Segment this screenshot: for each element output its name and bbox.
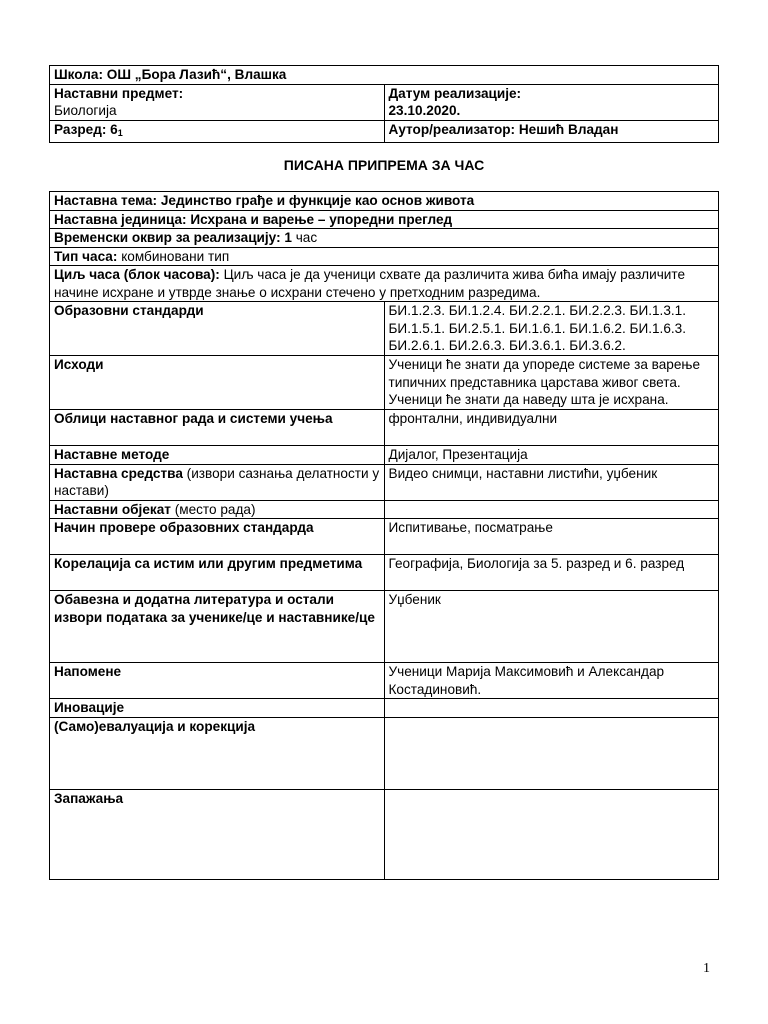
object-label-bold: Наставни објекат (54, 501, 171, 517)
observations-label: Запажања (50, 789, 385, 879)
evaluation-label: (Само)евалуација и корекција (50, 717, 385, 789)
means-label-bold: Наставна средства (54, 465, 183, 481)
grade-value: 6 (110, 121, 118, 137)
means-label-note: (извори сазнања делатности у настави) (54, 465, 380, 498)
grade-label: Разред: (54, 121, 107, 137)
innovations-value (384, 699, 719, 718)
object-label-note: (место рада) (174, 501, 256, 517)
page-number: 1 (703, 961, 710, 976)
correlation-value: Географија, Биологија за 5. разред и 6. разред (384, 555, 719, 591)
correlation-label: Корелација са истим или другим предметима (50, 555, 385, 591)
means-label (50, 464, 385, 500)
methods-label: Наставне методе (50, 446, 385, 465)
lesson-type-label: Тип часа: (54, 248, 118, 264)
time-frame-number: 1 (284, 230, 292, 245)
outcome-2: Ученици ће знати да наведу шта је исхрана. (388, 392, 669, 407)
date-label: Датум реализације: (388, 85, 522, 101)
goal-value: Циљ часа је да ученици схвате да различита жива бића имају различите начине исхране и утврде знање о исхрани стечено у претходним разредима. (54, 267, 686, 300)
object-label (50, 500, 385, 519)
forms-value: фронтални, индивидуални (384, 410, 719, 446)
topic-value: Јединство грађе и функције као основ живота (160, 193, 475, 208)
standards-value: БИ.1.2.3. БИ.1.2.4. БИ.2.2.1. БИ.2.2.3. БИ.1.3.1. БИ.1.5.1. БИ.2.5.1. БИ.1.6.1. БИ.1.6.2. БИ.1.6.3. БИ.2.6.1. БИ.2.6.3. БИ.3.6.1. БИ.3.6.2. (384, 302, 719, 356)
subject-value: Биологија (54, 103, 117, 118)
literature-value: Уџбеник (384, 591, 719, 663)
date-value: 23.10.2020. (388, 103, 461, 118)
document-title: ПИСАНА ПРИПРЕМА ЗА ЧАС (283, 157, 485, 173)
outcomes-value (384, 356, 719, 410)
date-cell (384, 84, 719, 120)
grade-cell (50, 120, 385, 143)
grade-subscript: 1 (117, 127, 123, 138)
school-cell (50, 66, 719, 85)
unit-cell (50, 210, 719, 229)
lesson-type-value: комбиновани тип (121, 248, 230, 264)
object-value (384, 500, 719, 519)
outcomes-label: Исходи (50, 356, 385, 410)
time-frame-label: Временски оквир за реализацију: (54, 230, 281, 245)
time-frame-unit: час (295, 230, 318, 245)
forms-label: Облици наставног рада и системи учења (50, 410, 385, 446)
verification-value: Испитивање, посматрање (384, 519, 719, 555)
goal-cell (50, 266, 719, 302)
school-label: Школа: (54, 67, 103, 82)
observations-value (384, 789, 719, 879)
lesson-type-cell (50, 247, 719, 266)
innovations-label: Иновације (50, 699, 385, 718)
topic-label: Наставна тема: (54, 193, 158, 208)
literature-label: Обавезна и додатна литература и остали извори података за ученике/це и наставнике/це (50, 591, 385, 663)
unit-value: Исхрана и варење – упоредни преглед (190, 211, 453, 227)
unit-label: Наставна јединица: (54, 211, 187, 227)
header-table (49, 65, 719, 143)
subject-label: Наставни предмет: (54, 85, 184, 101)
goal-label: Циљ часа (блок часова): (54, 267, 220, 282)
means-value: Видео снимци, наставни листићи, уџбеник (384, 464, 719, 500)
methods-value: Дијалог, Презентација (384, 446, 719, 465)
author-cell (384, 120, 719, 143)
outcome-1: Ученици ће знати да упореде системе за варење типичних представника царстава живог света. (388, 357, 701, 390)
topic-cell (50, 192, 719, 211)
author-label: Аутор/реализатор: (388, 121, 516, 137)
author-value: Нешић Владан (518, 121, 619, 137)
notes-value: Ученици Марија Максимовић и Александар Костадиновић. (384, 663, 719, 699)
evaluation-value (384, 717, 719, 789)
subject-cell (50, 84, 385, 120)
standards-label: Образовни стандарди (50, 302, 385, 356)
verification-label: Начин провере образовних стандарда (50, 519, 385, 555)
time-frame-cell (50, 229, 719, 248)
lesson-plan-table (49, 191, 719, 880)
notes-label: Напомене (50, 663, 385, 699)
school-value: ОШ „Бора Лазић“, Влашка (106, 67, 287, 82)
